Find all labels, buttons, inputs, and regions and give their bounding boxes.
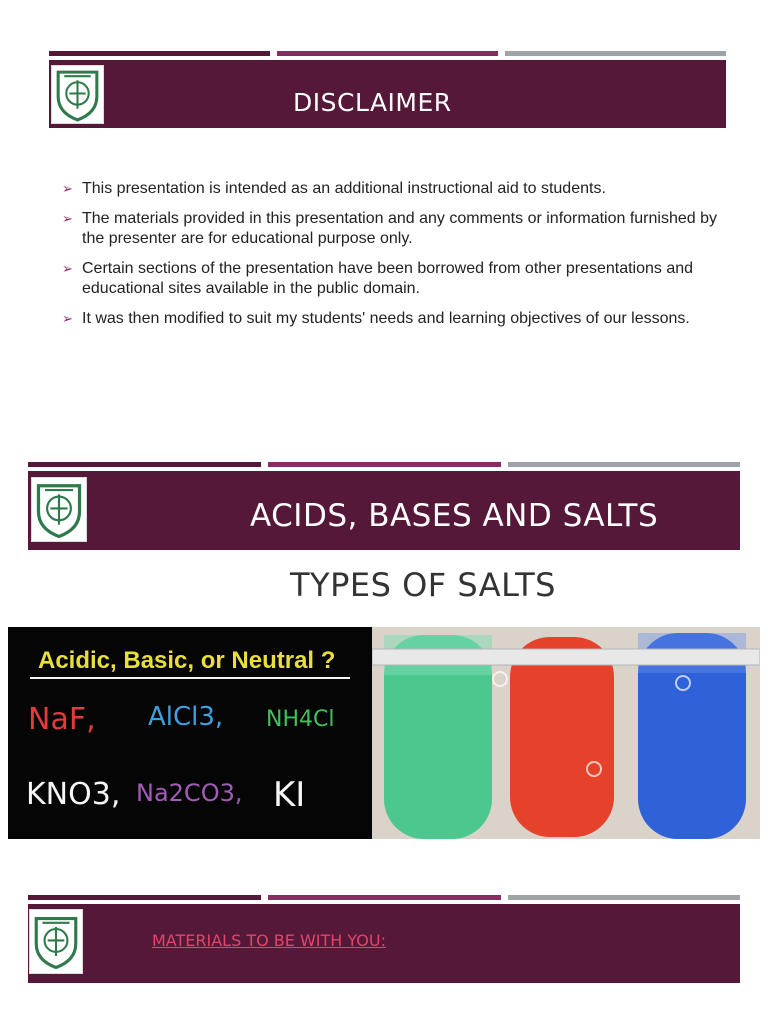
list-item-text: This presentation is intended as an additional instructional aid to students. [82,180,606,197]
accent-stripe-gray [508,462,740,467]
accent-stripe-magenta [268,895,501,900]
list-item-text: It was then modified to suit my students' needs and learning objectives of our lessons. [82,310,690,327]
bullet-arrow-icon: ➢ [62,311,73,326]
slide-title-acids: ACIDS, BASES AND SALTS [250,498,659,534]
disclaimer-list [62,179,722,339]
slide-subtitle: TYPES OF SALTS [290,566,556,604]
formula-na2co3: Na2CO3, [136,779,243,807]
accent-stripe-magenta [277,51,498,56]
colored-salt-test-tubes-image [372,627,760,839]
formula-nh4cl: NH4Cl [266,707,335,732]
list-item-text: The materials provided in this presentation and any comments or information furnished by the presenter are for educational purpose only. [82,210,717,247]
school-emblem-icon [31,477,87,542]
chalkboard-image [8,627,372,839]
board-question: Acidic, Basic, or Neutral ? [38,647,336,674]
accent-stripe-maroon [28,895,261,900]
formula-ki: KI [273,775,306,815]
formula-naf: NaF, [28,702,96,737]
accent-stripe-gray [508,895,740,900]
board-underline [30,677,350,679]
list-item [62,209,722,249]
accent-stripe-maroon [49,51,270,56]
formula-alcl3: AlCl3, [148,702,224,732]
accent-stripe-gray [505,51,726,56]
slide-title-disclaimer: DISCLAIMER [293,88,452,117]
bullet-arrow-icon: ➢ [62,181,73,196]
bullet-arrow-icon: ➢ [62,211,73,226]
list-item [62,259,722,299]
school-emblem-icon [29,909,83,974]
bullet-arrow-icon: ➢ [62,261,73,276]
accent-stripe-maroon [28,462,261,467]
list-item-text: Certain sections of the presentation have been borrowed from other presentations and educational sites available in the public domain. [82,260,694,297]
list-item [62,179,722,199]
accent-stripe-magenta [268,462,501,467]
school-emblem-icon [51,65,104,124]
formula-kno3: KNO3, [26,777,121,812]
list-item [62,309,722,329]
materials-heading: MATERIALS TO BE WITH YOU: [152,931,386,950]
